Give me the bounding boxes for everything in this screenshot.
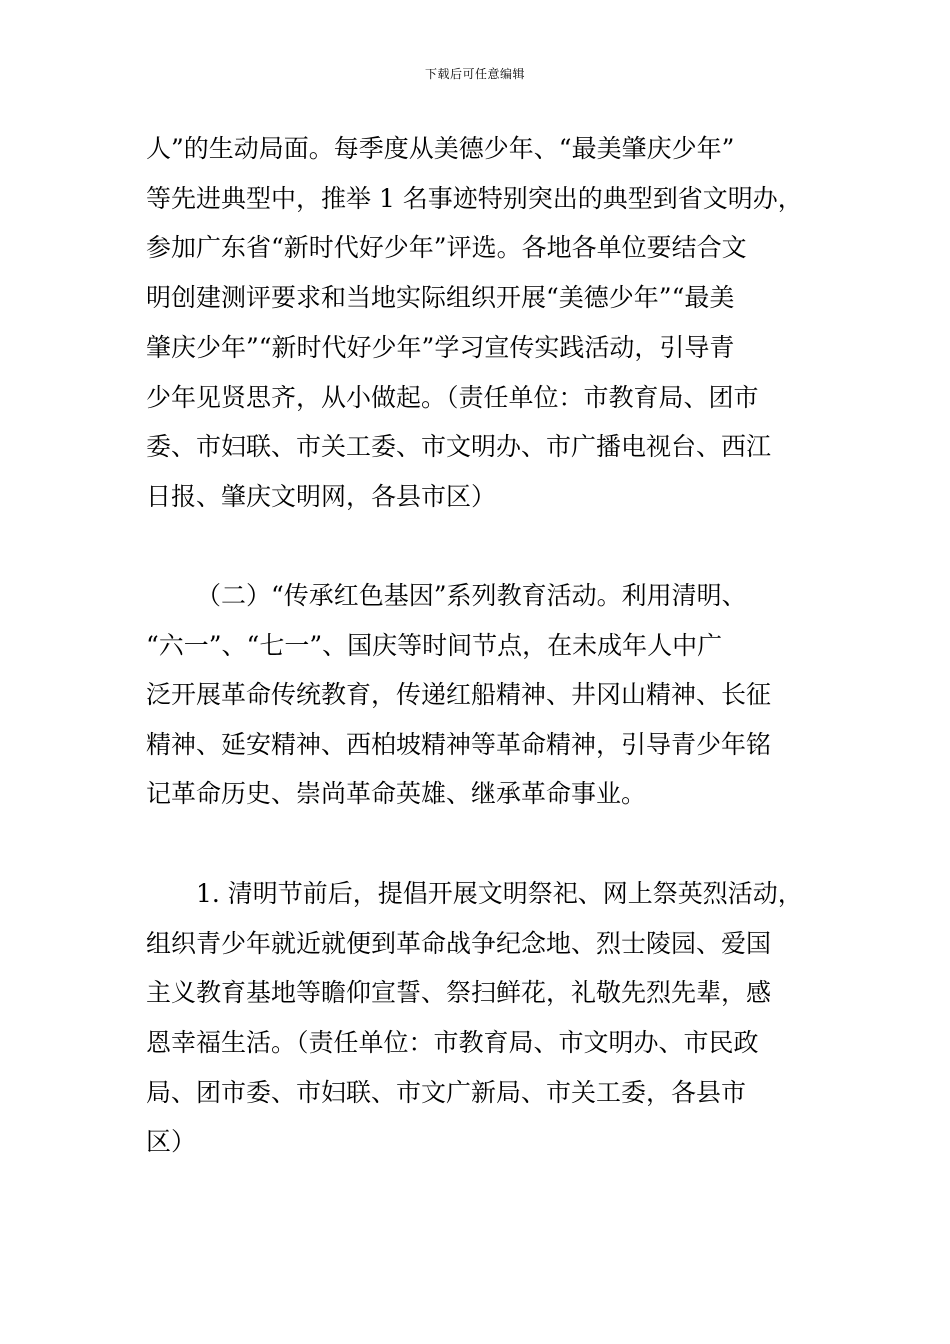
section-heading-line: （二）“传承红色基因”系列教育活动。利用清明、 <box>196 581 747 610</box>
text-line: 记革命历史、崇尚革命英雄、继承革命事业。 <box>146 779 647 808</box>
text-line: 恩幸福生活。（责任单位：市教育局、市文明办、市民政 <box>146 1028 759 1057</box>
text-line: 组织青少年就近就便到革命战争纪念地、烈士陵园、爱国 <box>146 929 772 958</box>
text-line: 区） <box>146 1127 197 1156</box>
text-line: 主义教育基地等瞻仰宣誓、祭扫鲜花，礼敬先烈先辈，感 <box>146 978 772 1007</box>
text-line: 明创建测评要求和当地实际组织开展“美德少年”“最美 <box>146 283 735 312</box>
text-line: 精神、延安精神、西柏坡精神等革命精神，引导青少年铭 <box>146 730 772 759</box>
list-item-line: 1. 清明节前后，提倡开展文明祭祀、网上祭英烈活动， <box>196 879 803 908</box>
text-line: 委、市妇联、市关工委、市文明办、市广播电视台、西江 <box>146 432 772 461</box>
text-line: 少年见贤思齐，从小做起。（责任单位：市教育局、团市 <box>146 383 759 412</box>
text-line: 泛开展革命传统教育，传递红船精神、井冈山精神、长征 <box>146 680 772 709</box>
text-line: 参加广东省“新时代好少年”评选。各地各单位要结合文 <box>146 233 747 262</box>
text-line: 局、团市委、市妇联、市文广新局、市关工委，各县市 <box>146 1078 747 1107</box>
text-line: 日报、肇庆文明网，各县市区） <box>146 482 497 511</box>
text-line: 人”的生动局面。每季度从美德少年、“最美肇庆少年” <box>146 134 735 163</box>
text-line: 等先进典型中，推举 1 名事迹特别突出的典型到省文明办， <box>146 184 803 213</box>
text-line: “六一”、“七一”、国庆等时间节点，在未成年人中广 <box>146 631 723 660</box>
page-header: 下载后可任意编辑 <box>424 67 525 81</box>
text-line: 肇庆少年”“新时代好少年”学习宣传实践活动，引导青 <box>146 333 735 362</box>
